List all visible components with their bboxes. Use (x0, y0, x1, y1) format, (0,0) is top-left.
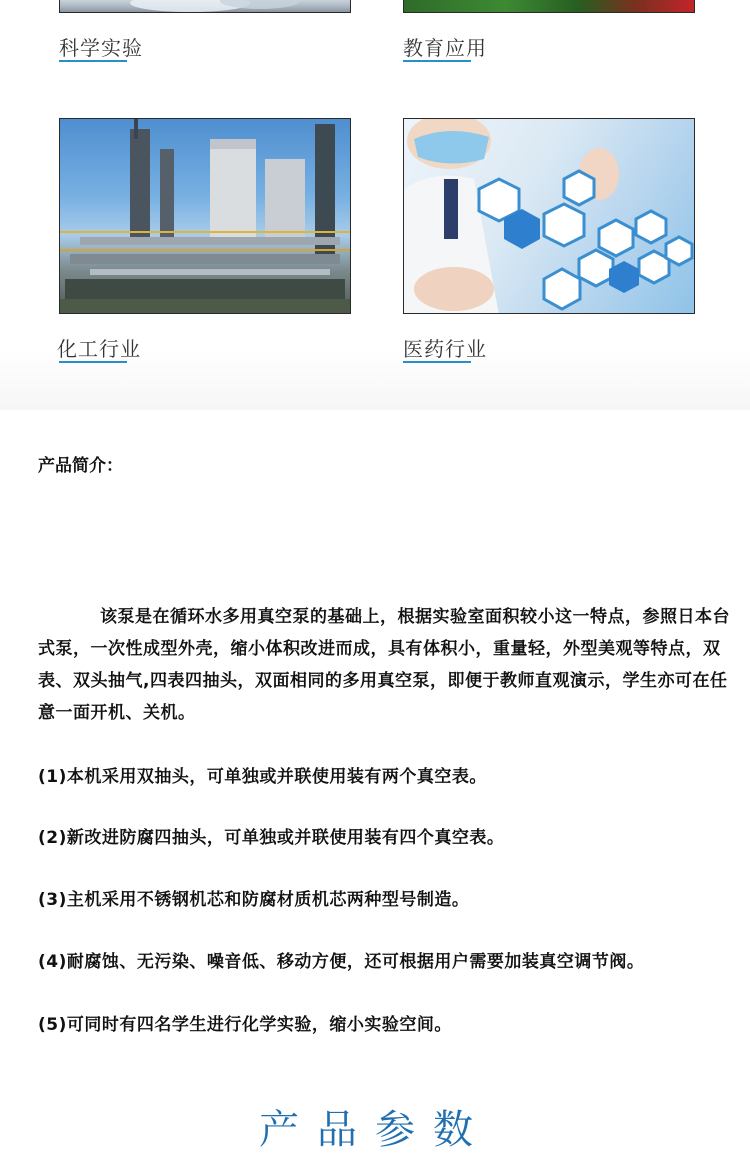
caption-underline (59, 361, 127, 363)
feature-item-5: (5)可同时有四名学生进行化学实验，缩小实验空间。 (38, 1015, 452, 1035)
caption-science-experiment: 科学实验 (59, 36, 143, 60)
application-gallery (0, 0, 750, 410)
caption-pharmaceutical-industry: 医药行业 (403, 337, 487, 361)
chemical-industry-photo (59, 118, 351, 314)
caption-education-application: 教育应用 (403, 36, 487, 60)
caption-underline (59, 60, 127, 62)
caption-chemical-industry: 化工行业 (57, 337, 141, 361)
product-description-paragraph: 该泵是在循环水多用真空泵的基础上，根据实验室面积较小这一特点，参照日本台式泵，一次性成型外壳，缩小体积改进而成，具有体积小，重量轻，外型美观等特点，双表、双头抽气,四表四抽头，双面相同的多用真空泵，即便于教师直观演示，学生亦可在任意一面开机、关机。 (38, 607, 730, 723)
pharmaceutical-industry-photo (403, 118, 695, 314)
feature-item-1: (1)本机采用双抽头，可单独或并联使用装有两个真空表。 (38, 767, 487, 787)
feature-item-4: (4)耐腐蚀、无污染、噪音低、移动方便，还可根据用户需要加装真空调节阀。 (38, 952, 645, 972)
caption-underline (403, 361, 471, 363)
product-intro-title: 产品简介： (38, 456, 123, 476)
feature-item-3: (3)主机采用不锈钢机芯和防腐材质机芯两种型号制造。 (38, 890, 470, 910)
education-application-photo (403, 0, 695, 13)
science-experiment-photo (59, 0, 351, 13)
feature-item-2: (2)新改进防腐四抽头，可单独或并联使用装有四个真空表。 (38, 828, 505, 848)
caption-underline (403, 60, 471, 62)
product-parameters-heading: 产品参数 (259, 1107, 491, 1153)
